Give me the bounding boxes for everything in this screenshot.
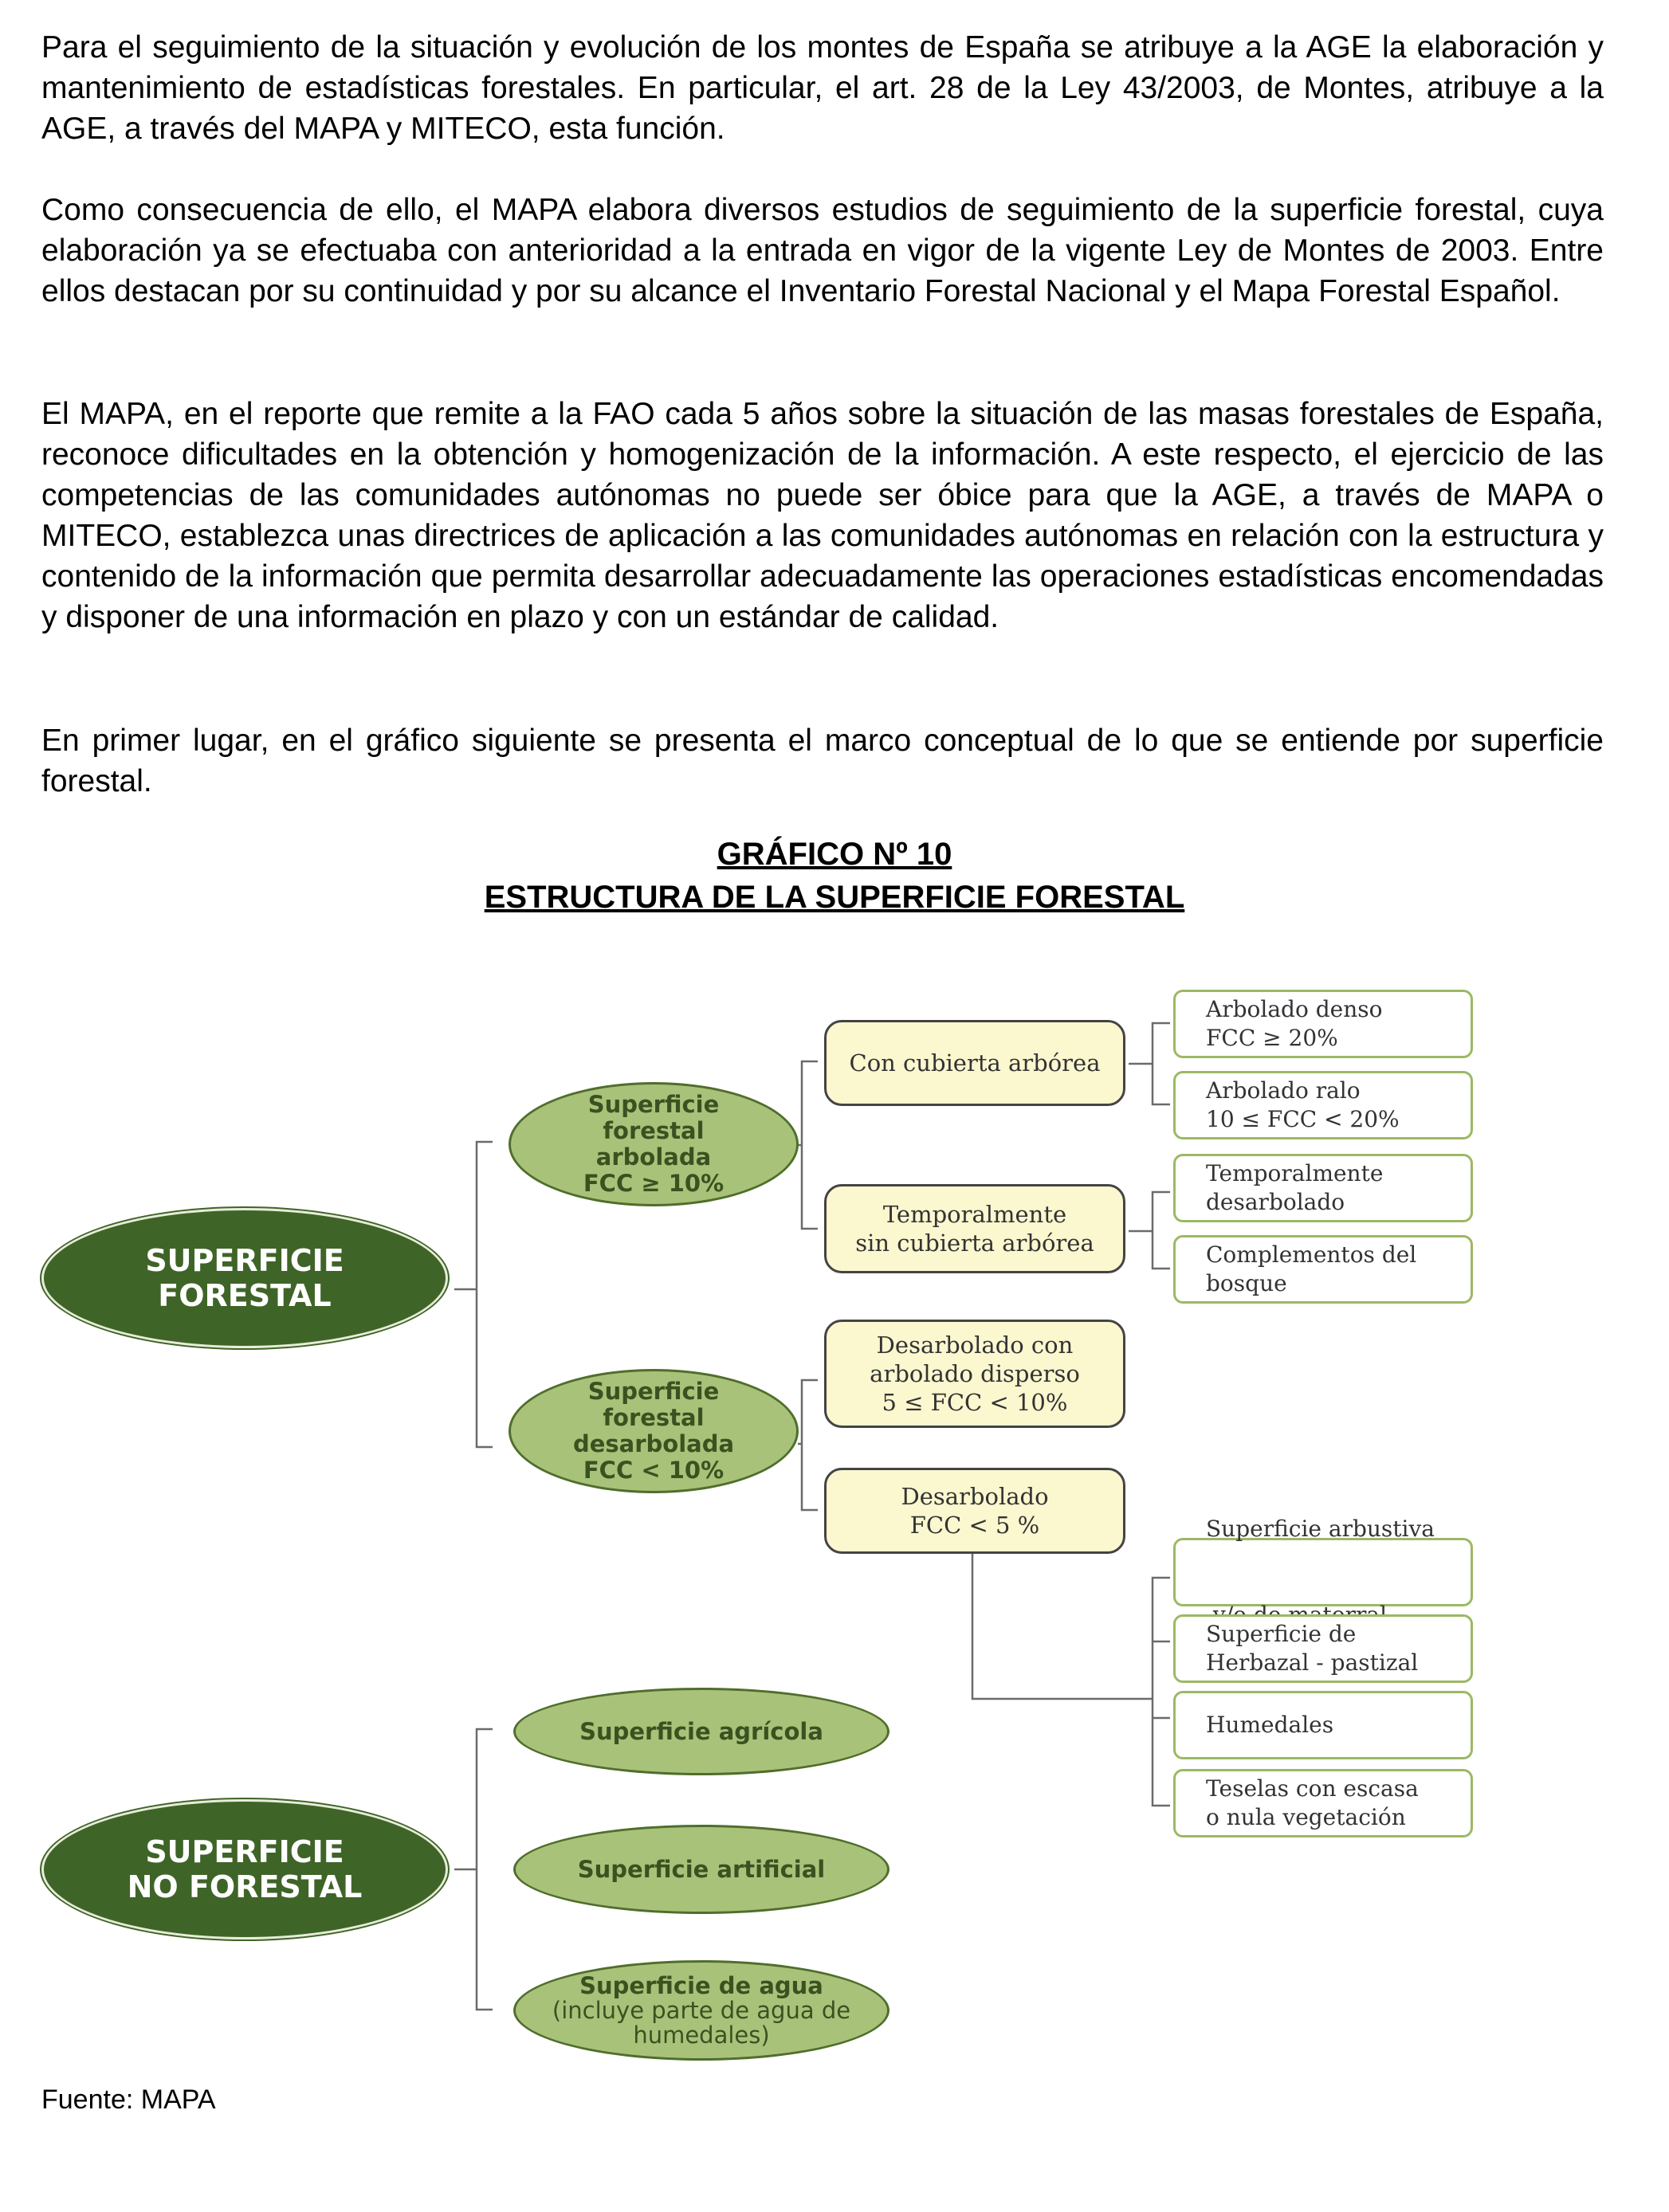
arbolada-line1: Superficie — [587, 1091, 720, 1118]
root-superficie-forestal — [41, 1208, 448, 1348]
paragraph-1: Para el seguimiento de la situación y evolución de los montes de España se atribuye a la AGE la elaboración y mantenimiento de estadísticas forestales. En particular, el art. 28 de la Ley 43/2003, de Montes, atribuye a la AGE, a través del MAPA y MITECO, esta función. — [41, 30, 1604, 146]
temp-desarbolado-line2: desarbolado — [1206, 1189, 1345, 1215]
figure-source: Fuente: MAPA — [41, 2085, 216, 2115]
desarbolado-line1: Desarbolado — [901, 1483, 1049, 1510]
temp-desarbolado-line1: Temporalmente — [1206, 1160, 1384, 1186]
figure-main-title: ESTRUCTURA DE LA SUPERFICIE FORESTAL — [484, 880, 1185, 915]
node-superficie-artificial — [513, 1825, 889, 1914]
teselas-line1: Teselas con escasa — [1206, 1775, 1419, 1802]
leaf-superficie-arbustiva — [1173, 1516, 1473, 1606]
teselas-line2: o nula vegetación — [1206, 1804, 1406, 1830]
agua-sub-line2: humedales) — [633, 2021, 770, 2049]
leaf-teselas — [1173, 1769, 1473, 1837]
desarbolada-line3: desarbolada — [572, 1430, 735, 1457]
leaf-temporalmente-desarbolado — [1173, 1154, 1473, 1222]
root-no-forestal-line2: NO FORESTAL — [127, 1869, 363, 1904]
agua-sub-line1: (incluye parte de agua de — [552, 1996, 851, 2024]
arbustiva-line1: Superficie arbustiva — [1206, 1516, 1435, 1542]
root-superficie-no-forestal — [41, 1799, 448, 1939]
artificial-label: Superficie artificial — [577, 1855, 826, 1883]
temporalmente-sin-line2: sin cubierta arbórea — [855, 1230, 1094, 1257]
node-superficie-forestal-arbolada — [509, 1082, 799, 1206]
disperso-line3: 5 ≤ FCC < 10% — [882, 1389, 1068, 1416]
leaf-herbazal-pastizal — [1173, 1614, 1473, 1683]
temporalmente-sin-line1: Temporalmente — [882, 1201, 1067, 1228]
paragraph-3: El MAPA, en el reporte que remite a la FAO cada 5 años sobre la situación de las masas forestales de España, reconoce dificultades en la obtención y homogenización de la información. A este respecto, el ejercicio de las competencias de las comunidades autónomas no puede ser óbice para que la AGE, a través de MAPA o MITECO, establezca unas directrices de aplicación a las comunidades autónomas en relación con la estructura y contenido de la información que permita desarrollar adecuadamente las operaciones estadísticas encomendadas y disponer de una información en plazo y con un estándar de calidad. — [41, 397, 1604, 634]
node-con-cubierta-arborea — [824, 1020, 1125, 1106]
arbolado-denso-line1: Arbolado denso — [1206, 996, 1383, 1022]
complementos-line1: Complementos del — [1206, 1241, 1417, 1268]
herbazal-line2: Herbazal - pastizal — [1206, 1649, 1419, 1676]
desarbolada-line4: FCC < 10% — [583, 1457, 725, 1484]
figure-number-title: GRÁFICO Nº 10 — [717, 837, 952, 872]
agua-label: Superficie de agua — [579, 1971, 823, 1999]
node-temporalmente-sin-cubierta — [824, 1184, 1125, 1273]
complementos-line2: bosque — [1206, 1270, 1287, 1296]
node-superficie-forestal-desarbolada — [509, 1369, 799, 1493]
root-no-forestal-line1: SUPERFICIE — [145, 1834, 344, 1869]
arbolado-denso-line2: FCC ≥ 20% — [1206, 1025, 1338, 1051]
arbolado-ralo-line1: Arbolado ralo — [1206, 1077, 1361, 1104]
agricola-label: Superficie agrícola — [579, 1717, 823, 1745]
node-superficie-agua — [513, 1960, 889, 2061]
leaf-arbolado-ralo — [1173, 1071, 1473, 1139]
herbazal-line1: Superficie de — [1206, 1621, 1357, 1647]
desarbolado-line2: FCC < 5 % — [909, 1512, 1040, 1539]
arbolada-line4: FCC ≥ 10% — [583, 1170, 725, 1197]
disperso-line1: Desarbolado con — [876, 1332, 1074, 1359]
leaf-arbolado-denso — [1173, 990, 1473, 1058]
desarbolada-line2: forestal — [603, 1404, 705, 1431]
arbolada-line2: forestal — [603, 1117, 705, 1144]
root-forestal-line2: FORESTAL — [158, 1278, 332, 1313]
disperso-line2: arbolado disperso — [870, 1360, 1080, 1387]
humedales-label: Humedales — [1206, 1712, 1334, 1738]
desarbolada-line1: Superficie — [587, 1378, 720, 1405]
paragraph-2: Como consecuencia de ello, el MAPA elabora diversos estudios de seguimiento de la superficie forestal, cuya elaboración ya se efectuaba con anterioridad a la entrada en vigor de la vigente Ley de Montes de 2003. Entre ellos destacan por su continuidad y por su alcance el Inventario Forestal Nacional y el Mapa Forestal Español. — [41, 193, 1604, 308]
arbolada-line3: arbolada — [595, 1143, 712, 1171]
node-superficie-agricola — [513, 1688, 889, 1775]
node-desarbolado-arbolado-disperso — [824, 1320, 1125, 1428]
paragraph-4: En primer lugar, en el gráfico siguiente se presenta el marco conceptual de lo que se entiende por superficie forestal. — [41, 724, 1604, 798]
con-cubierta-label: Con cubierta arbórea — [849, 1049, 1101, 1077]
leaf-complementos-del-bosque — [1173, 1235, 1473, 1304]
forest-structure-diagram — [0, 948, 1669, 2064]
leaf-humedales — [1173, 1691, 1473, 1759]
root-forestal-line1: SUPERFICIE — [145, 1243, 344, 1278]
node-desarbolado — [824, 1468, 1125, 1554]
arbolado-ralo-line2: 10 ≤ FCC < 20% — [1206, 1106, 1400, 1132]
